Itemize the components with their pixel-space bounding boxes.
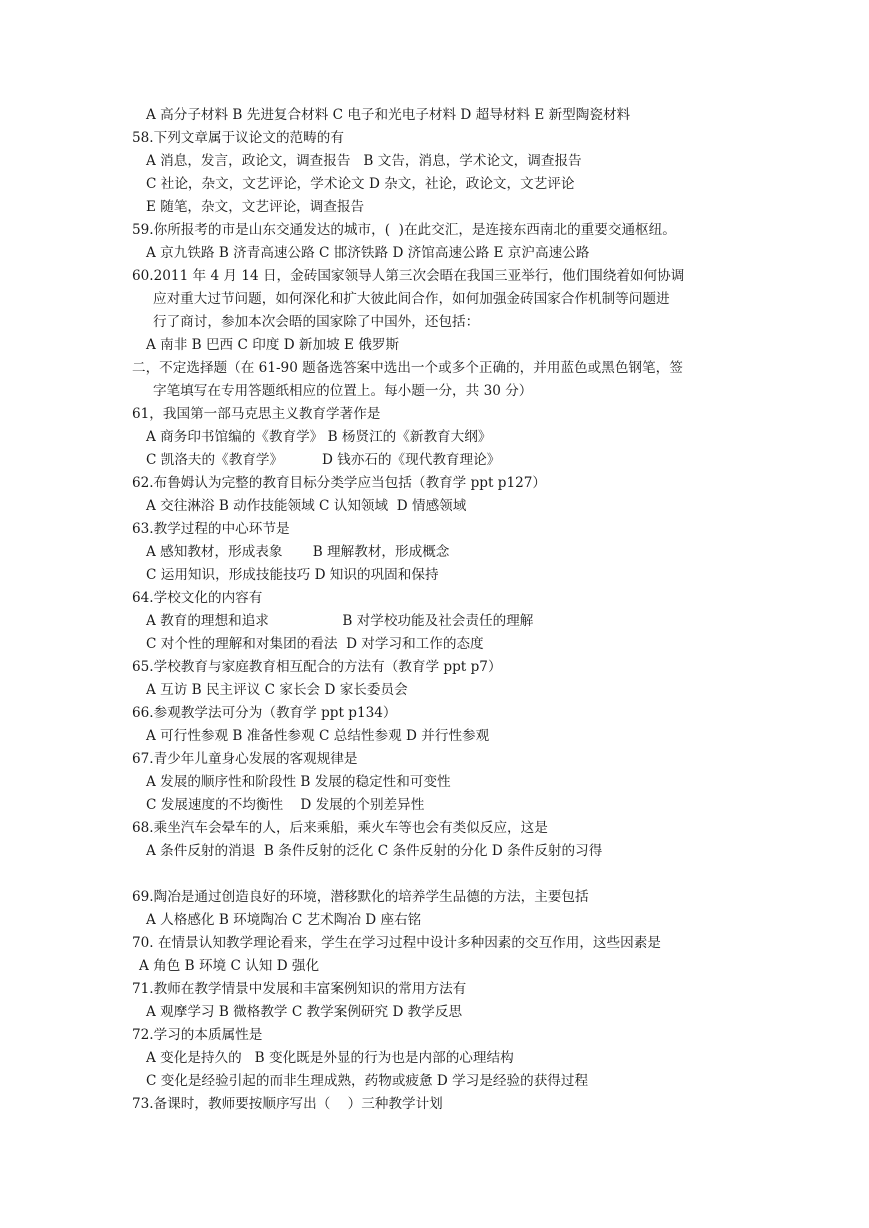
q68-question: 68.乘坐汽车会晕车的人，后来乘船，乘火车等也会有类似反应，这是 bbox=[132, 820, 548, 836]
q73-question: 73.备课时，教师要按顺序写出（ ）三种教学计划 bbox=[132, 1096, 443, 1112]
q60-question-line2: 应对重大过节问题，如何深化和扩大彼此间合作，如何加强金砖国家合作机制等问题进 bbox=[153, 291, 670, 307]
section-2-heading-line2: 字笔填写在专用答题纸相应的位置上。每小题一分，共 30 分） bbox=[153, 383, 533, 399]
q69-question: 69.陶冶是通过创造良好的环境，潜移默化的培养学生品德的方法，主要包括 bbox=[132, 889, 589, 905]
q61-option-ab: A 商务印书馆编的《教育学》 B 杨贤江的《新教育大纲》 bbox=[146, 429, 492, 445]
q66-options: A 可行性参观 B 准备性参观 C 总结性参观 D 并行性参观 bbox=[146, 728, 490, 744]
q72-question: 72.学习的本质属性是 bbox=[132, 1027, 263, 1043]
q63-question: 63.教学过程的中心环节是 bbox=[132, 521, 290, 537]
q64-option-ab: A 教育的理想和追求 B 对学校功能及社会责任的理解 bbox=[146, 613, 534, 629]
q72-option-cd: C 变化是经验引起的而非生理成熟，药物或疲惫 D 学习是经验的获得过程 bbox=[146, 1073, 589, 1089]
q59-question: 59.你所报考的市是山东交通发达的城市，( )在此交汇，是连接东西南北的重要交通枢纽。 bbox=[132, 222, 676, 238]
q69-options: A 人格感化 B 环境陶冶 C 艺术陶冶 D 座右铭 bbox=[146, 912, 422, 928]
q63-option-cd: C 运用知识，形成技能技巧 D 知识的巩固和保持 bbox=[146, 567, 439, 583]
q63-option-ab: A 感知教材，形成表象 B 理解教材，形成概念 bbox=[146, 544, 450, 560]
q67-question: 67.青少年儿童身心发展的客观规律是 bbox=[132, 751, 358, 767]
q64-question: 64.学校文化的内容有 bbox=[132, 590, 263, 606]
q64-option-cd: C 对个性的理解和对集团的看法 D 对学习和工作的态度 bbox=[146, 636, 484, 652]
q72-option-ab: A 变化是持久的 B 变化既是外显的行为也是内部的心理结构 bbox=[146, 1050, 514, 1066]
q58-option-e: E 随笔，杂文，文艺评论，调查报告 bbox=[146, 199, 365, 215]
q70-options: A 角色 B 环境 C 认知 D 强化 bbox=[139, 958, 320, 974]
q71-question: 71.教师在教学情景中发展和丰富案例知识的常用方法有 bbox=[132, 981, 467, 997]
q58-question: 58.下列文章属于议论文的范畴的有 bbox=[132, 130, 344, 146]
q61-question: 61，我国第一部马克思主义教育学著作是 bbox=[132, 406, 381, 422]
q68-options: A 条件反射的消退 B 条件反射的泛化 C 条件反射的分化 D 条件反射的习得 bbox=[146, 843, 603, 859]
q62-options: A 交往淋浴 B 动作技能领域 C 认知领域 D 情感领域 bbox=[146, 498, 467, 514]
q60-options: A 南非 B 巴西 C 印度 D 新加坡 E 俄罗斯 bbox=[146, 337, 400, 353]
q71-options: A 观摩学习 B 微格教学 C 教学案例研究 D 教学反思 bbox=[146, 1004, 463, 1020]
q58-option-cd: C 社论，杂文，文艺评论，学术论文 D 杂文，社论，政论文，文艺评论 bbox=[146, 176, 575, 192]
q61-option-cd: C 凯洛夫的《教育学》 D 钱亦石的《现代教育理论》 bbox=[146, 452, 501, 468]
q57-options: A 高分子材料 B 先进复合材料 C 电子和光电子材料 D 超导材料 E 新型陶瓷材料 bbox=[146, 107, 631, 123]
q70-question: 70. 在情景认知教学理论看来，学生在学习过程中设计多种因素的交互作用，这些因素是 bbox=[132, 935, 661, 951]
q65-question: 65.学校教育与家庭教育相互配合的方法有（教育学 ppt p7） bbox=[132, 659, 502, 675]
q62-question: 62.布鲁姆认为完整的教育目标分类学应当包括（教育学 ppt p127） bbox=[132, 475, 547, 491]
q60-question-line3: 行了商讨，参加本次会晤的国家除了中国外，还包括： bbox=[153, 314, 480, 330]
q58-option-ab: A 消息，发言，政论文，调查报告 B 文告，消息，学术论文，调查报告 bbox=[146, 153, 582, 169]
q66-question: 66.参观教学法可分为（教育学 ppt p134） bbox=[132, 705, 397, 721]
q59-options: A 京九铁路 B 济青高速公路 C 邯济铁路 D 济馆高速公路 E 京沪高速公路 bbox=[146, 245, 590, 261]
q67-option-cd: C 发展速度的不均衡性 D 发展的个别差异性 bbox=[146, 797, 425, 813]
q65-options: A 互访 B 民主评议 C 家长会 D 家长委员会 bbox=[146, 682, 408, 698]
q60-question-line1: 60.2011 年 4 月 14 日，金砖国家领导人第三次会晤在我国三亚举行，他们围绕着如何协调 bbox=[132, 268, 685, 284]
section-2-heading-line1: 二，不定选择题（在 61-90 题备选答案中选出一个或多个正确的，并用蓝色或黑色钢笔，签 bbox=[132, 360, 683, 376]
q67-option-ab: A 发展的顺序性和阶段性 B 发展的稳定性和可变性 bbox=[146, 774, 451, 790]
